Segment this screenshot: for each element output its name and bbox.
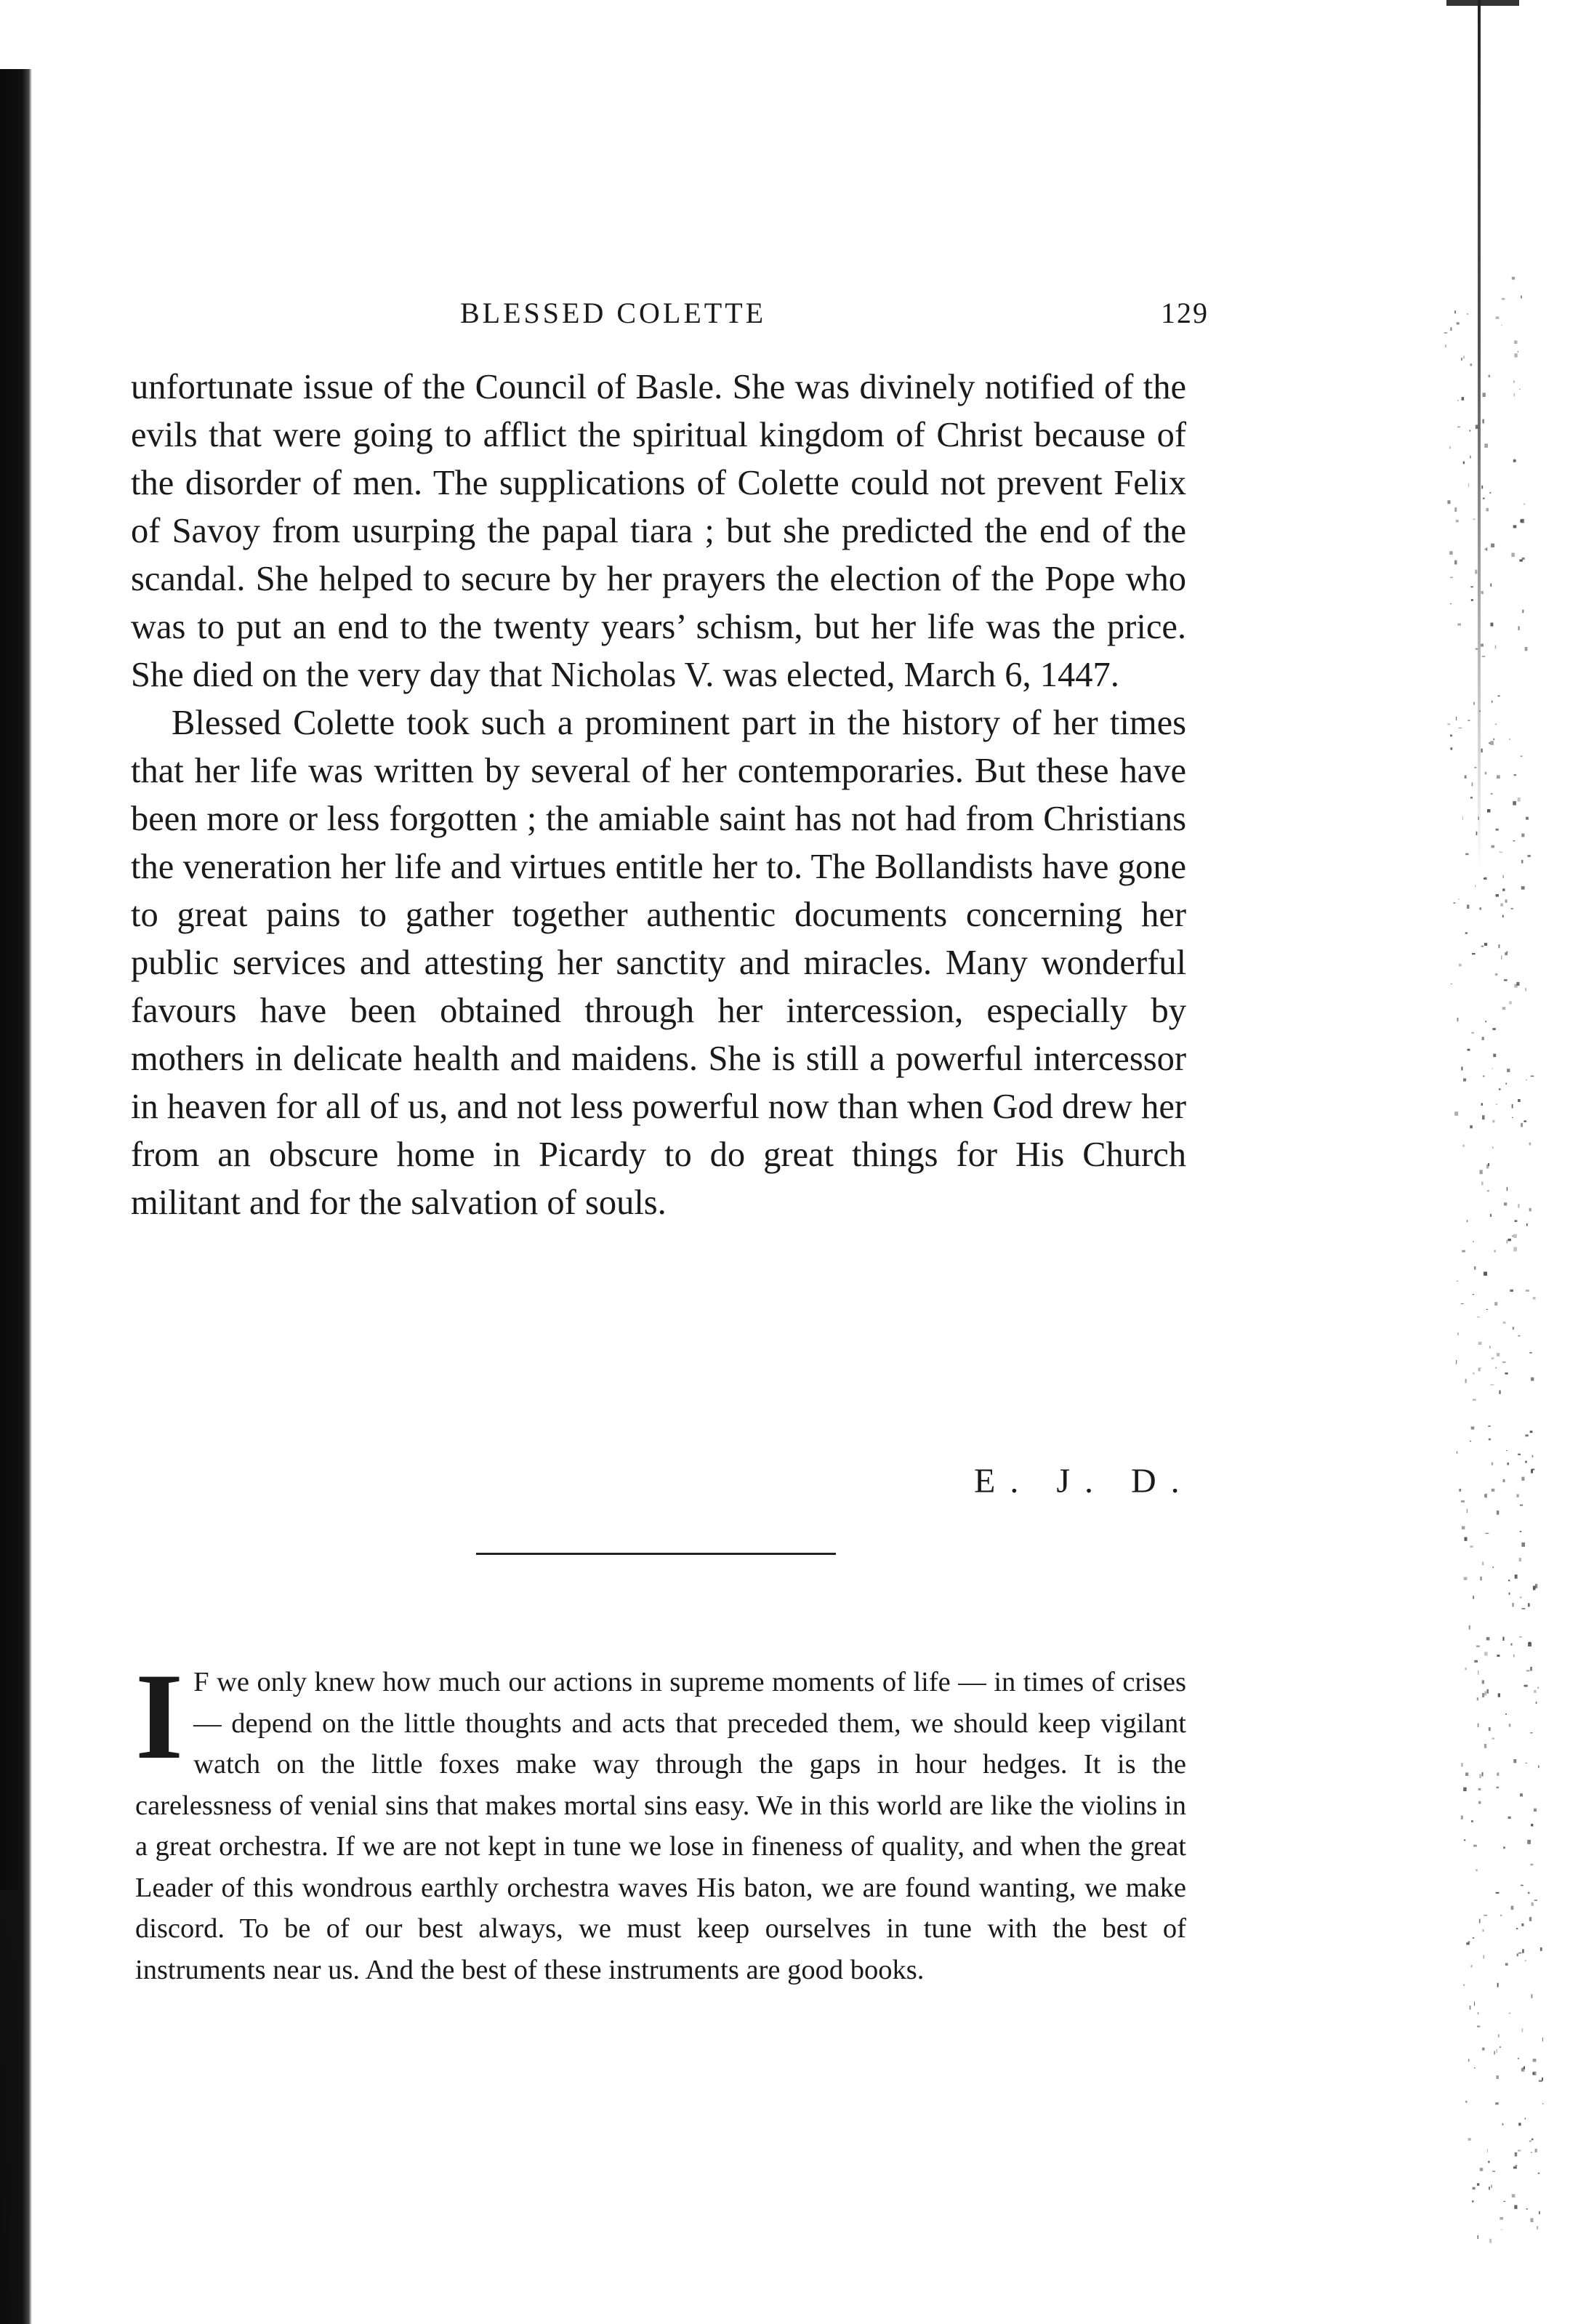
section-divider <box>476 1553 836 1555</box>
paragraph: unfortunate issue of the Council of Basle. She was divinely notified of the evils that were going to afflict the spiritual kingdom of Christ because of the disorder of men. The supplications of Colette could not prevent Felix of Savoy from usurping the papal tiara ; but she predicted the end of the scandal. She helped to secure by her prayers the election of the Pope who was to put an end to the twenty years’ schism, but her life was the price. She died on the very day that Nicholas V. was elected, March 6, 1447. <box>131 368 1186 694</box>
scan-noise <box>1441 0 1594 2324</box>
essay-body: F we only knew how much our actions in supreme moments of life — in times of crises — depend on the little thoughts and acts that preceded them, we should keep vigilant watch on the little foxes make way through the gaps in hour hedges. It is the carelessness of venial sins that makes mortal sins easy. We in this world are like the violins in a great orchestra. If we are not kept in tune we lose in fineness of quality, and when the great Leader of this wondrous earthly orchestra waves His baton, we are found wanting, we make discord. To be of our best always, we must keep ourselves in tune with the best of instruments near us. And the best of these instruments are good books. <box>135 1667 1186 1985</box>
essay-text <box>135 1648 1186 1990</box>
paragraph: Blessed Colette took such a prominent part in the history of her times that her life was written by several of her contemporaries. But these have been more or less forgotten ; the amiable saint has not had from Christians the veneration her life and virtues entitle her to. The Bollandists have gone to great pains to gather together authentic documents concerning her public services and attesting her sanctity and miracles. Many wonderful favours have been obtained through her intercession, especially by mothers in delicate health and maidens. She is still a powerful intercessor in heaven for all of us, and not less powerful now than when God drew her from an obscure home in Picardy to do great things for His Church militant and for the salvation of souls. <box>131 704 1186 1222</box>
author-initials: E. J. D. <box>974 1462 1194 1500</box>
main-text <box>131 363 1186 1227</box>
running-head: BLESSED COLETTE <box>460 297 767 329</box>
page-header <box>460 296 1209 339</box>
binding-shadow-fade <box>0 1890 22 2324</box>
page-number: 129 <box>1161 297 1209 329</box>
drop-cap: I <box>135 1648 184 1785</box>
